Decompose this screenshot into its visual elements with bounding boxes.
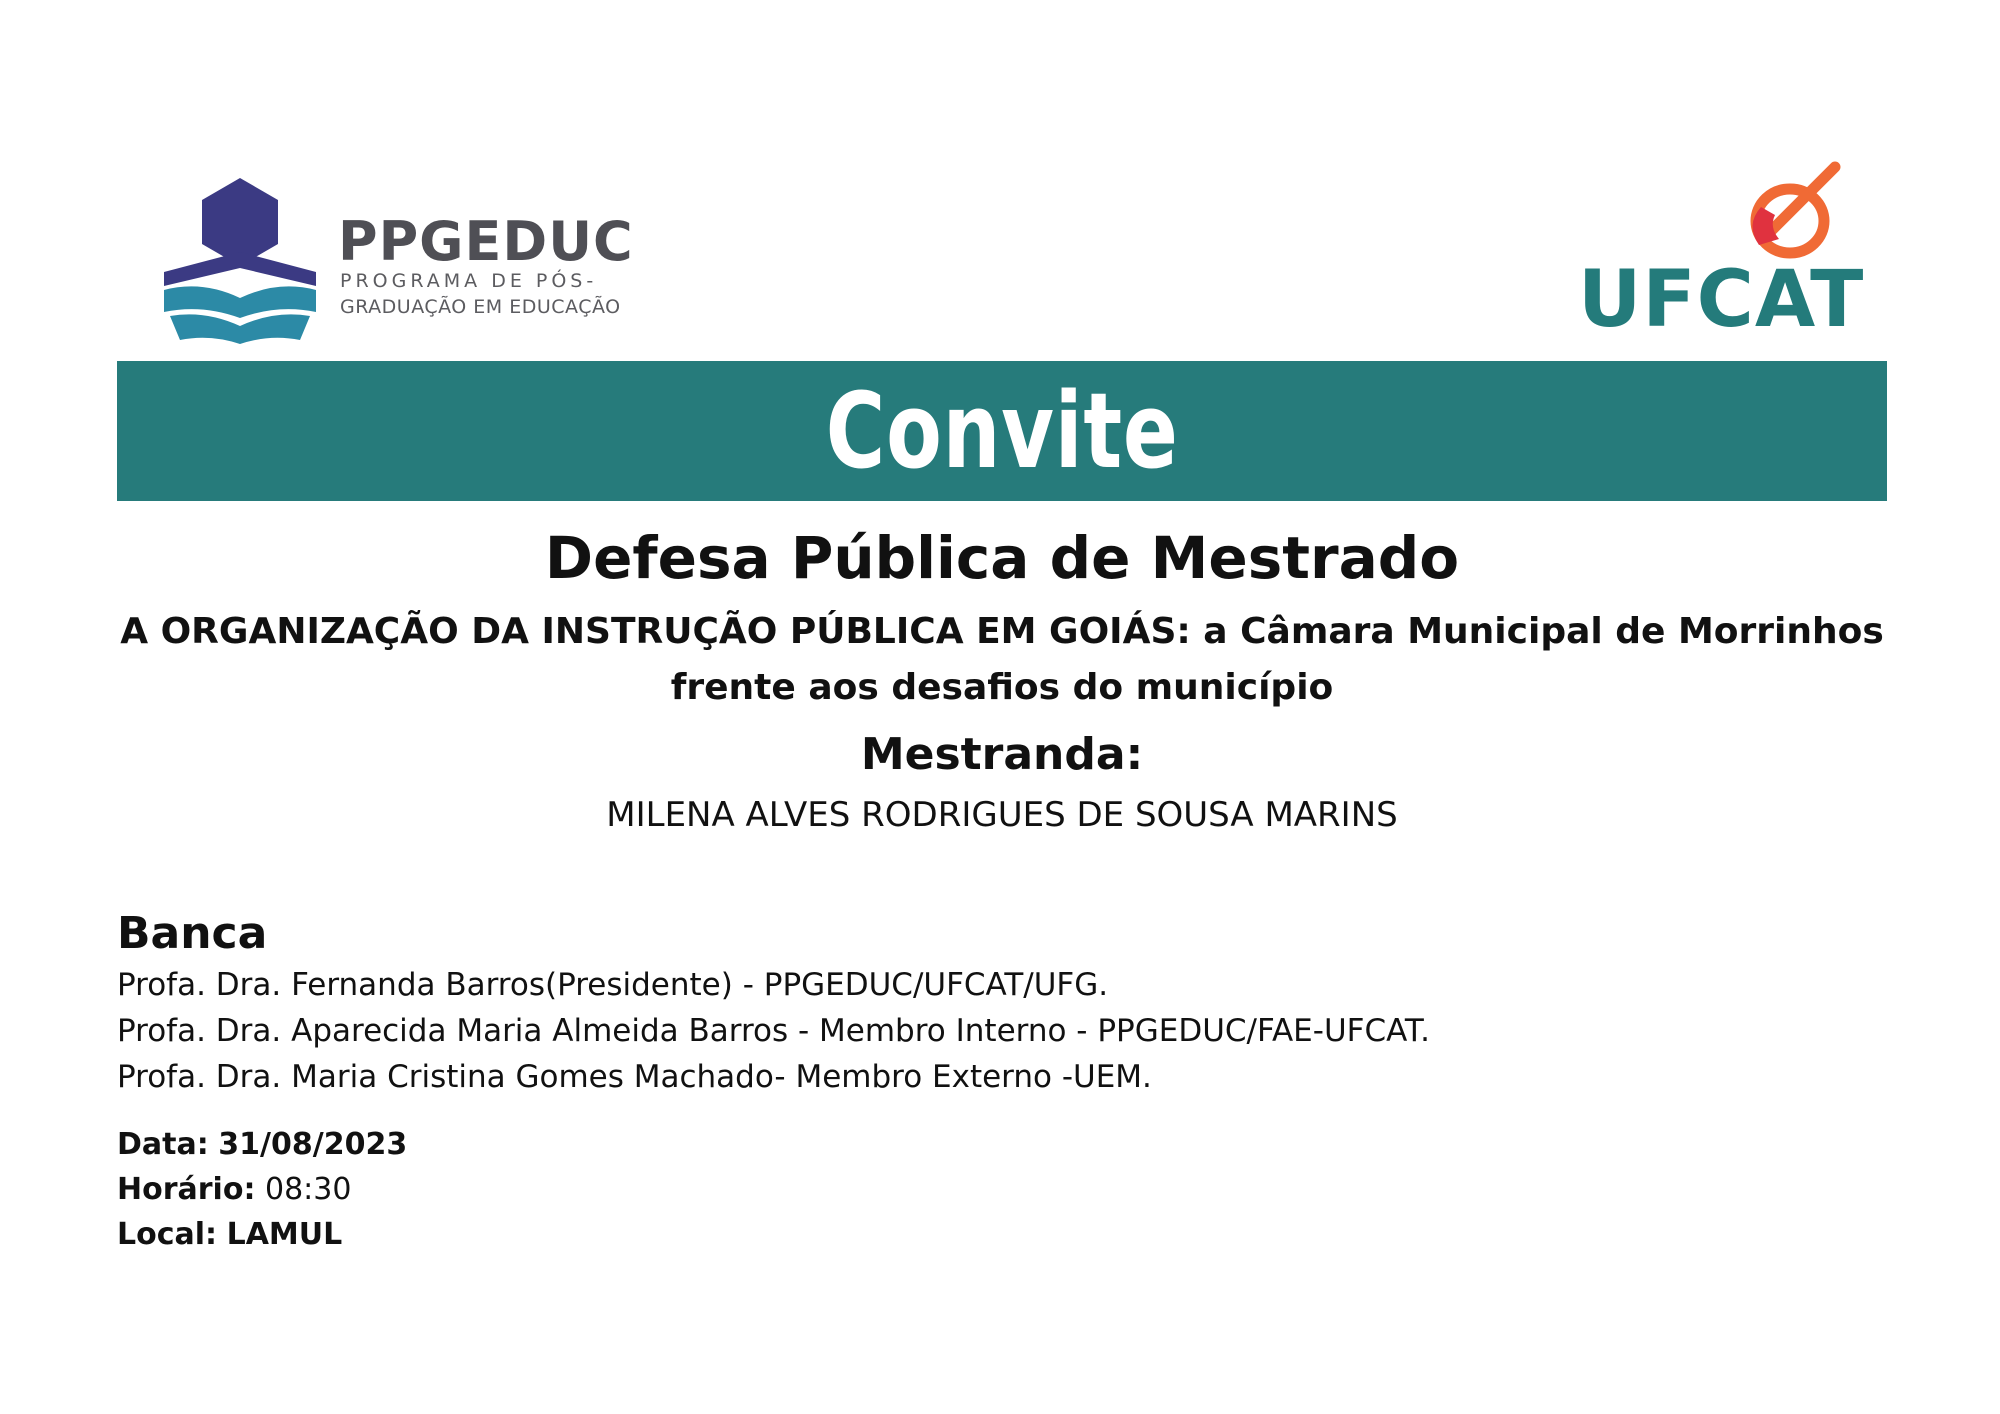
ufcat-emblem-icon [1735,159,1845,269]
hexagon-book-icon [160,176,320,346]
time-value: 08:30 [265,1172,352,1207]
place-row [117,1212,407,1257]
event-heading: Defesa Pública de Mestrado [544,524,1460,592]
banca-list [117,962,1430,1100]
time-row [117,1167,407,1212]
date-row [117,1122,407,1167]
thesis-title-line1: A ORGANIZAÇÃO DA INSTRUÇÃO PÚBLICA EM GOIÁS: a Câmara Municipal de Morrinhos [120,611,1884,652]
ppgeduc-subtitle-line1: PROGRAMA DE PÓS- [340,270,598,292]
ppgeduc-subtitle [340,268,621,320]
banca-heading: Banca [117,908,268,959]
time-label: Horário: [117,1172,256,1207]
title-banner [117,361,1887,501]
banca-member: Profa. Dra. Aparecida Maria Almeida Barros - Membro Interno - PPGEDUC/FAE-UFCAT. [117,1013,1431,1049]
thesis-title-line2: frente aos desafios do município [670,667,1334,708]
candidate-name: MILENA ALVES RODRIGUES DE SOUSA MARINS [606,795,1398,835]
banner-title: Convite [825,370,1179,492]
candidate-label: Mestranda: [860,729,1144,780]
date-value: 31/08/2023 [218,1127,408,1162]
banca-member: Profa. Dra. Fernanda Barros(Presidente) - PPGEDUC/UFCAT/UFG. [117,967,1109,1003]
ufcat-logo [1570,155,1865,345]
ppgeduc-logo [120,168,660,358]
date-label: Data: [117,1127,209,1162]
ppgeduc-subtitle-line2: GRADUAÇÃO EM EDUCAÇÃO [340,296,621,318]
ufcat-wordmark: UFCAT [1578,255,1865,345]
place-value: LAMUL [226,1217,343,1252]
place-label: Local: [117,1217,218,1252]
ppgeduc-title: PPGEDUC [338,210,634,273]
banca-member: Profa. Dra. Maria Cristina Gomes Machado- Membro Externo -UEM. [117,1059,1152,1095]
thesis-title [117,604,1887,716]
event-details [117,1122,407,1257]
